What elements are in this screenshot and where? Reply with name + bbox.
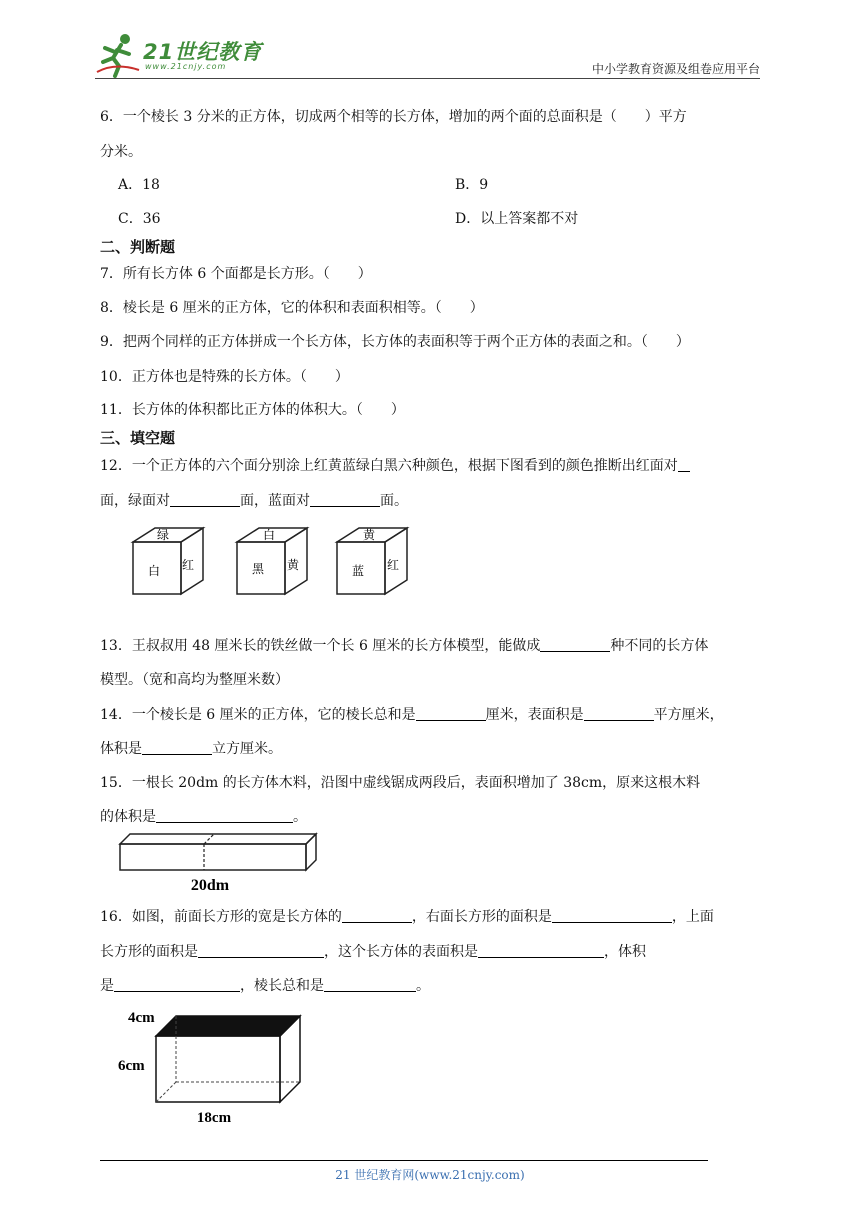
q12-text2a: 面，绿面对 (100, 493, 170, 509)
q16-text2a: 长方形的面积是 (100, 944, 198, 960)
cube3-front-label: 蓝 (351, 564, 365, 578)
header-platform-text: 中小学教育资源及组卷应用平台 (591, 62, 760, 76)
q16-text3c: 。 (416, 978, 430, 994)
q16-text2c: ，体积 (604, 944, 646, 960)
q16-line3 (100, 975, 430, 995)
q13-line2: 模型。（宽和高均为整厘米数） (100, 672, 289, 688)
q6-option-b: B．9 (455, 177, 489, 193)
q12-blank-blue[interactable] (310, 492, 380, 507)
q14-blank-edge-sum[interactable] (416, 706, 486, 721)
runner-logo-icon (95, 32, 141, 78)
q10: 10．正方体也是特殊的长方体。（ ） (100, 369, 349, 385)
q16-text1b: ，右面长方形的面积是 (411, 909, 552, 925)
logo-url: www.21cnjy.com (145, 62, 227, 71)
q16-blank-top-area[interactable] (198, 943, 324, 958)
q6-option-d: D．以上答案都不对 (455, 211, 579, 227)
q13-text1b: 种不同的长方体 (610, 638, 709, 654)
q13-line1 (100, 635, 708, 655)
q14-text1b: 厘米，表面积是 (485, 707, 584, 723)
q16-text1c: ，上面 (671, 909, 714, 925)
header-divider (95, 78, 760, 79)
q14-text2b: 立方厘米。 (212, 741, 282, 757)
footer-site-link[interactable]: 21 世纪教育网(www.21cnjy.com) (335, 1168, 525, 1182)
cube-3 (337, 528, 407, 594)
q14-text1c: 平方厘米， (653, 707, 724, 723)
q6-option-c: C．36 (118, 211, 161, 227)
q15-wood-figure (116, 830, 322, 896)
cube2-top-label: 白 (262, 528, 276, 542)
q14-line1 (100, 704, 724, 724)
q12-text2b: 面，蓝面对 (240, 493, 310, 509)
cube1-front-label: 白 (147, 564, 161, 578)
footer-divider (100, 1160, 708, 1161)
q16-height-label: 6cm (118, 1058, 145, 1074)
q9: 9．把两个同样的正方体拼成一个长方体，长方体的表面积等于两个正方体的表面之和。（ ） (100, 334, 690, 350)
cube2-front-label: 黑 (251, 562, 265, 576)
q12-blank-red[interactable] (678, 457, 690, 472)
q15-text2b: 。 (293, 809, 307, 825)
cube1-right-label: 红 (181, 558, 195, 572)
q12-line2 (100, 490, 408, 510)
cube1-top-label: 绿 (156, 528, 170, 542)
cube2-right-label: 黄 (286, 558, 300, 572)
q13-text1a: 13．王叔叔用 48 厘米长的铁丝做一个长 6 厘米的长方体模型，能做成 (100, 638, 541, 654)
q12-line1 (100, 455, 690, 475)
q16-text2b: ，这个长方体的表面积是 (324, 944, 478, 960)
q14-line2 (100, 738, 282, 758)
q8: 8．棱长是 6 厘米的正方体，它的体积和表面积相等。（ ） (100, 300, 484, 316)
logo-text: 21世纪教育 (143, 40, 263, 64)
q16-depth-label: 4cm (128, 1010, 155, 1026)
q6-line2: 分米。 (100, 144, 142, 160)
section-fill-title: 三、填空题 (100, 429, 176, 447)
q15-line2 (100, 806, 307, 826)
q6-line1: 6．一个棱长 3 分米的正方体，切成两个相等的长方体，增加的两个面的总面积是（ ）平方 (100, 109, 687, 125)
q13-blank[interactable] (540, 637, 610, 652)
q16-text3a: 是 (100, 978, 114, 994)
q14-blank-volume[interactable] (142, 740, 212, 755)
section-judgement-title: 二、判断题 (100, 238, 176, 256)
q16-blank-right-area[interactable] (552, 908, 672, 923)
q15-line1: 15．一根长 20dm 的长方体木料，沿图中虚线锯成两段后，表面积增加了 38cm，原来这根木料 (100, 775, 701, 791)
q16-blank-surface[interactable] (478, 943, 604, 958)
q16-line2 (100, 941, 646, 961)
q11: 11．长方体的体积都比正方体的体积大。（ ） (100, 402, 405, 418)
q16-text1a: 16．如图，前面长方形的宽是长方体的 (100, 909, 342, 925)
q16-cuboid-figure (114, 1006, 314, 1130)
q16-blank-edge-sum[interactable] (324, 977, 416, 992)
q14-text2a: 体积是 (100, 741, 142, 757)
q14-blank-surface[interactable] (584, 706, 654, 721)
q6-option-a: A．18 (118, 177, 160, 193)
q15-text2a: 的体积是 (100, 809, 156, 825)
page-header (95, 30, 760, 78)
q12-cubes-figure (128, 525, 418, 600)
cube-1 (133, 528, 203, 594)
q16-text3b: ，棱长总和是 (240, 978, 324, 994)
q12-blank-green[interactable] (170, 492, 240, 507)
logo (95, 30, 265, 78)
q16-line1 (100, 906, 714, 926)
cube3-top-label: 黄 (362, 528, 376, 542)
q16-length-label: 18cm (196, 1110, 232, 1126)
q14-text1a: 14．一个棱长是 6 厘米的正方体，它的棱长总和是 (100, 707, 416, 723)
q16-blank-volume[interactable] (114, 977, 240, 992)
q16-blank-front-width[interactable] (342, 908, 412, 923)
q12-text1: 12．一个正方体的六个面分别涂上红黄蓝绿白黑六种颜色，根据下图看到的颜色推断出红面对 (100, 458, 678, 474)
cube-2 (237, 528, 307, 594)
cube3-right-label: 红 (386, 558, 400, 572)
q15-length-label: 20dm (190, 877, 230, 894)
q7: 7．所有长方体 6 个面都是长方形。（ ） (100, 266, 372, 282)
q15-blank-volume[interactable] (156, 808, 293, 823)
q12-text2c: 面。 (380, 493, 408, 509)
